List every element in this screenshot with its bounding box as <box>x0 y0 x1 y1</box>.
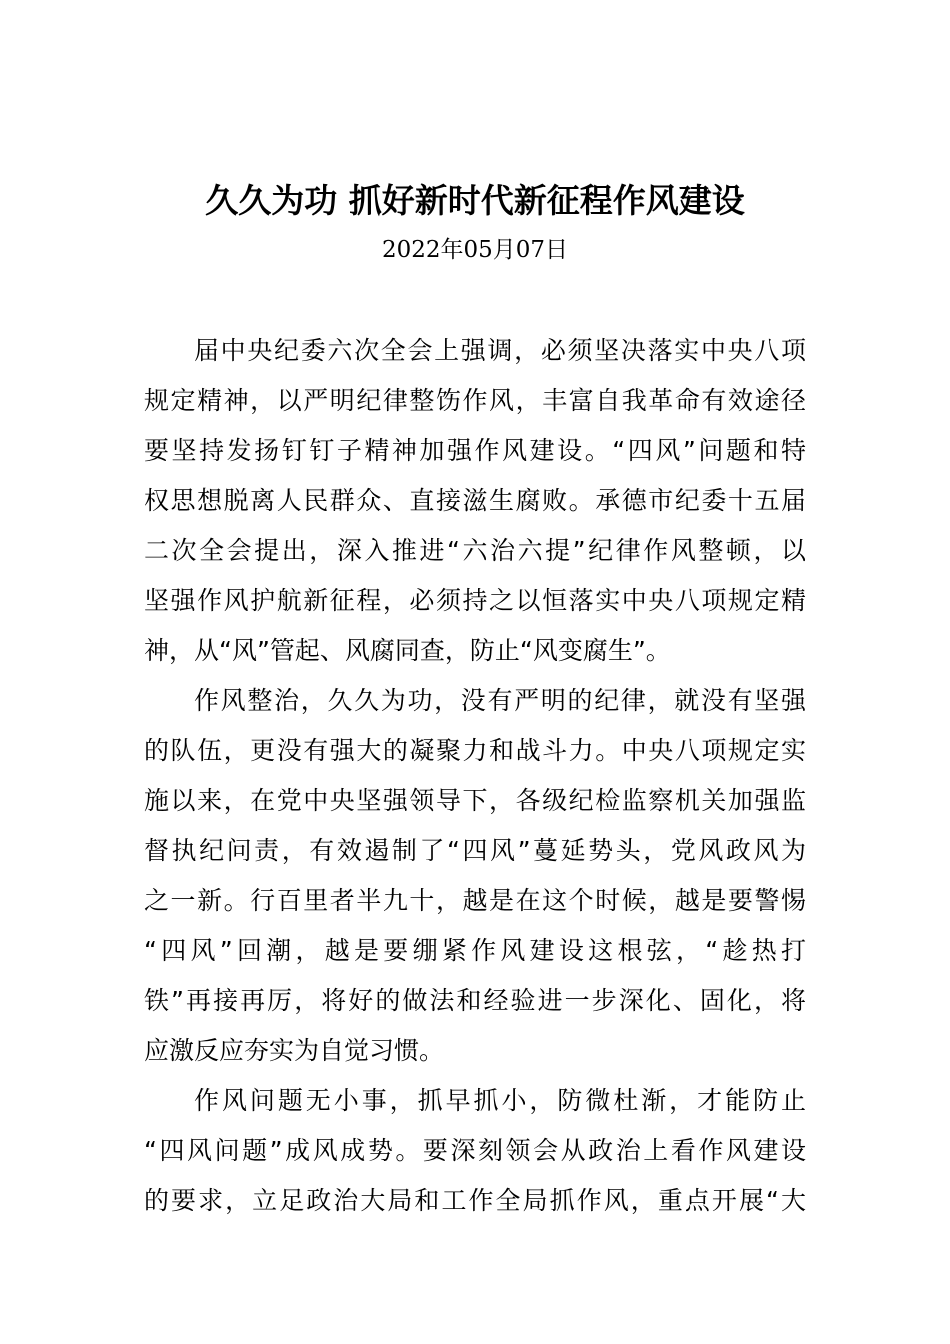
paragraph-line: 作风整治，久久为功，没有严明的纪律，就没有坚强 <box>194 686 806 715</box>
paragraph-line: 作风问题无小事，抓早抓小，防微杜渐，才能防止 <box>194 1086 806 1115</box>
paragraph <box>144 1076 806 1226</box>
paragraph-line: 坚强作风护航新征程，必须持之以恒落实中央八项规定精 <box>144 586 806 615</box>
paragraph-line: “四风”回潮，越是要绷紧作风建设这根弦，“趁热打 <box>144 936 806 965</box>
paragraph-line: 要坚持发扬钉钉子精神加强作风建设。“四风”问题和特 <box>144 436 806 465</box>
paragraph-line: 施以来，在党中央坚强领导下，各级纪检监察机关加强监 <box>144 786 806 815</box>
paragraph <box>144 326 806 676</box>
paragraph-line: 权思想脱离人民群众、直接滋生腐败。承德市纪委十五届 <box>144 486 806 515</box>
paragraph-line: 铁”再接再厉，将好的做法和经验进一步深化、固化，将 <box>144 986 806 1015</box>
paragraph-line: 的队伍，更没有强大的凝聚力和战斗力。中央八项规定实 <box>144 736 806 765</box>
article-body <box>144 326 806 1226</box>
paragraph-line: 应激反应夯实为自觉习惯。 <box>144 1036 445 1065</box>
document-title: 久久为功 抓好新时代新征程作风建设 <box>205 181 745 220</box>
paragraph-line: 督执纪问责，有效遏制了“四风”蔓延势头，党风政风为 <box>144 836 806 865</box>
paragraph-line: 的要求，立足政治大局和工作全局抓作风，重点开展“大 <box>144 1186 806 1215</box>
paragraph-line: 规定精神，以严明纪律整饬作风，丰富自我革命有效途径 <box>144 386 806 415</box>
paragraph-line: 届中央纪委六次全会上强调，必须坚决落实中央八项 <box>194 336 806 365</box>
paragraph-line: 之一新。行百里者半九十，越是在这个时候，越是要警惕 <box>144 886 806 915</box>
paragraph-line: 神，从“风”管起、风腐同查，防止“风变腐生”。 <box>144 636 671 665</box>
paragraph <box>144 676 806 1076</box>
publish-date: 2022年05月07日 <box>381 237 569 263</box>
paragraph-line: 二次全会提出，深入推进“六治六提”纪律作风整顿，以 <box>144 536 806 565</box>
paragraph-line: “四风问题”成风成势。要深刻领会从政治上看作风建设 <box>144 1136 806 1165</box>
